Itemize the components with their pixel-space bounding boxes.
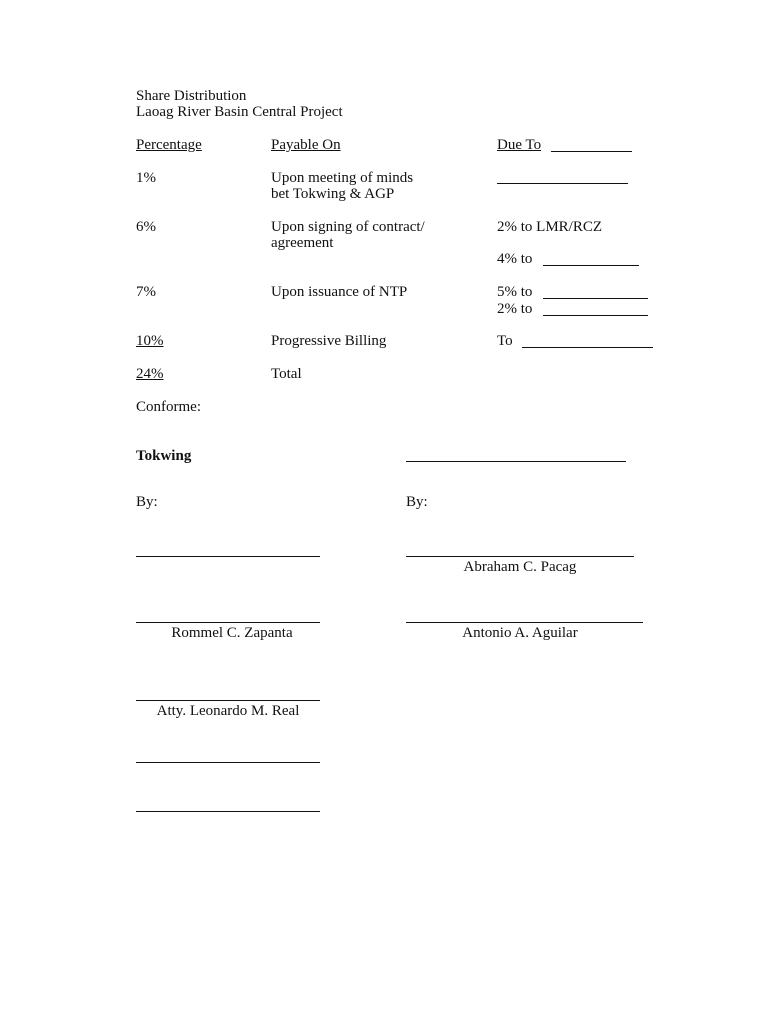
signature-line bbox=[136, 700, 320, 701]
row-3-due-line-1: 5% to bbox=[497, 284, 533, 300]
row-1-percentage: 1% bbox=[136, 170, 156, 186]
total-label: Total bbox=[271, 366, 302, 382]
row-1-due-blank bbox=[497, 183, 628, 184]
column-header-due-to: Due To bbox=[497, 137, 542, 153]
row-2-payable-line-2: agreement bbox=[271, 235, 334, 251]
row-2-due-line-1: 2% to LMR/RCZ bbox=[497, 219, 603, 235]
row-3-percentage: 7% bbox=[136, 284, 156, 300]
signatory-abraham: Abraham C. Pacag bbox=[463, 559, 577, 575]
signatory-leonardo: Atty. Leonardo M. Real bbox=[156, 703, 300, 719]
row-2-due-blank bbox=[543, 265, 639, 266]
signatory-antonio: Antonio A. Aguilar bbox=[462, 625, 578, 641]
row-3-due-blank-2 bbox=[543, 315, 648, 316]
by-right-label: By: bbox=[406, 494, 428, 510]
signature-line bbox=[406, 556, 634, 557]
conforme-label: Conforme: bbox=[136, 399, 201, 415]
due-to-header-blank bbox=[551, 151, 632, 152]
document-title: Share Distribution bbox=[136, 88, 247, 104]
signature-line bbox=[136, 622, 320, 623]
row-2-payable-line-1: Upon signing of contract/ bbox=[271, 219, 425, 235]
row-3-due-line-2: 2% to bbox=[497, 301, 533, 317]
row-1-payable-line-2: bet Tokwing & AGP bbox=[271, 186, 395, 202]
signature-line bbox=[136, 762, 320, 763]
total-percentage: 24% bbox=[136, 366, 164, 382]
signatory-rommel: Rommel C. Zapanta bbox=[171, 625, 293, 641]
signature-line bbox=[136, 556, 320, 557]
row-2-percentage: 6% bbox=[136, 219, 156, 235]
by-left-label: By: bbox=[136, 494, 158, 510]
project-name: Laoag River Basin Central Project bbox=[136, 104, 343, 120]
row-3-payable-line-1: Upon issuance of NTP bbox=[271, 284, 408, 300]
column-header-percentage: Percentage bbox=[136, 137, 202, 153]
column-header-payable-on: Payable On bbox=[271, 137, 341, 153]
signature-line bbox=[136, 811, 320, 812]
row-4-due-blank bbox=[522, 347, 653, 348]
party-right-blank bbox=[406, 461, 626, 462]
row-4-payable-line-1: Progressive Billing bbox=[271, 333, 387, 349]
party-tokwing: Tokwing bbox=[136, 448, 192, 464]
row-3-due-blank-1 bbox=[543, 298, 648, 299]
row-4-percentage: 10% bbox=[136, 333, 164, 349]
signature-line bbox=[406, 622, 643, 623]
row-2-due-line-2: 4% to bbox=[497, 251, 533, 267]
row-1-payable-line-1: Upon meeting of minds bbox=[271, 170, 414, 186]
row-4-due-line-1: To bbox=[497, 333, 513, 349]
